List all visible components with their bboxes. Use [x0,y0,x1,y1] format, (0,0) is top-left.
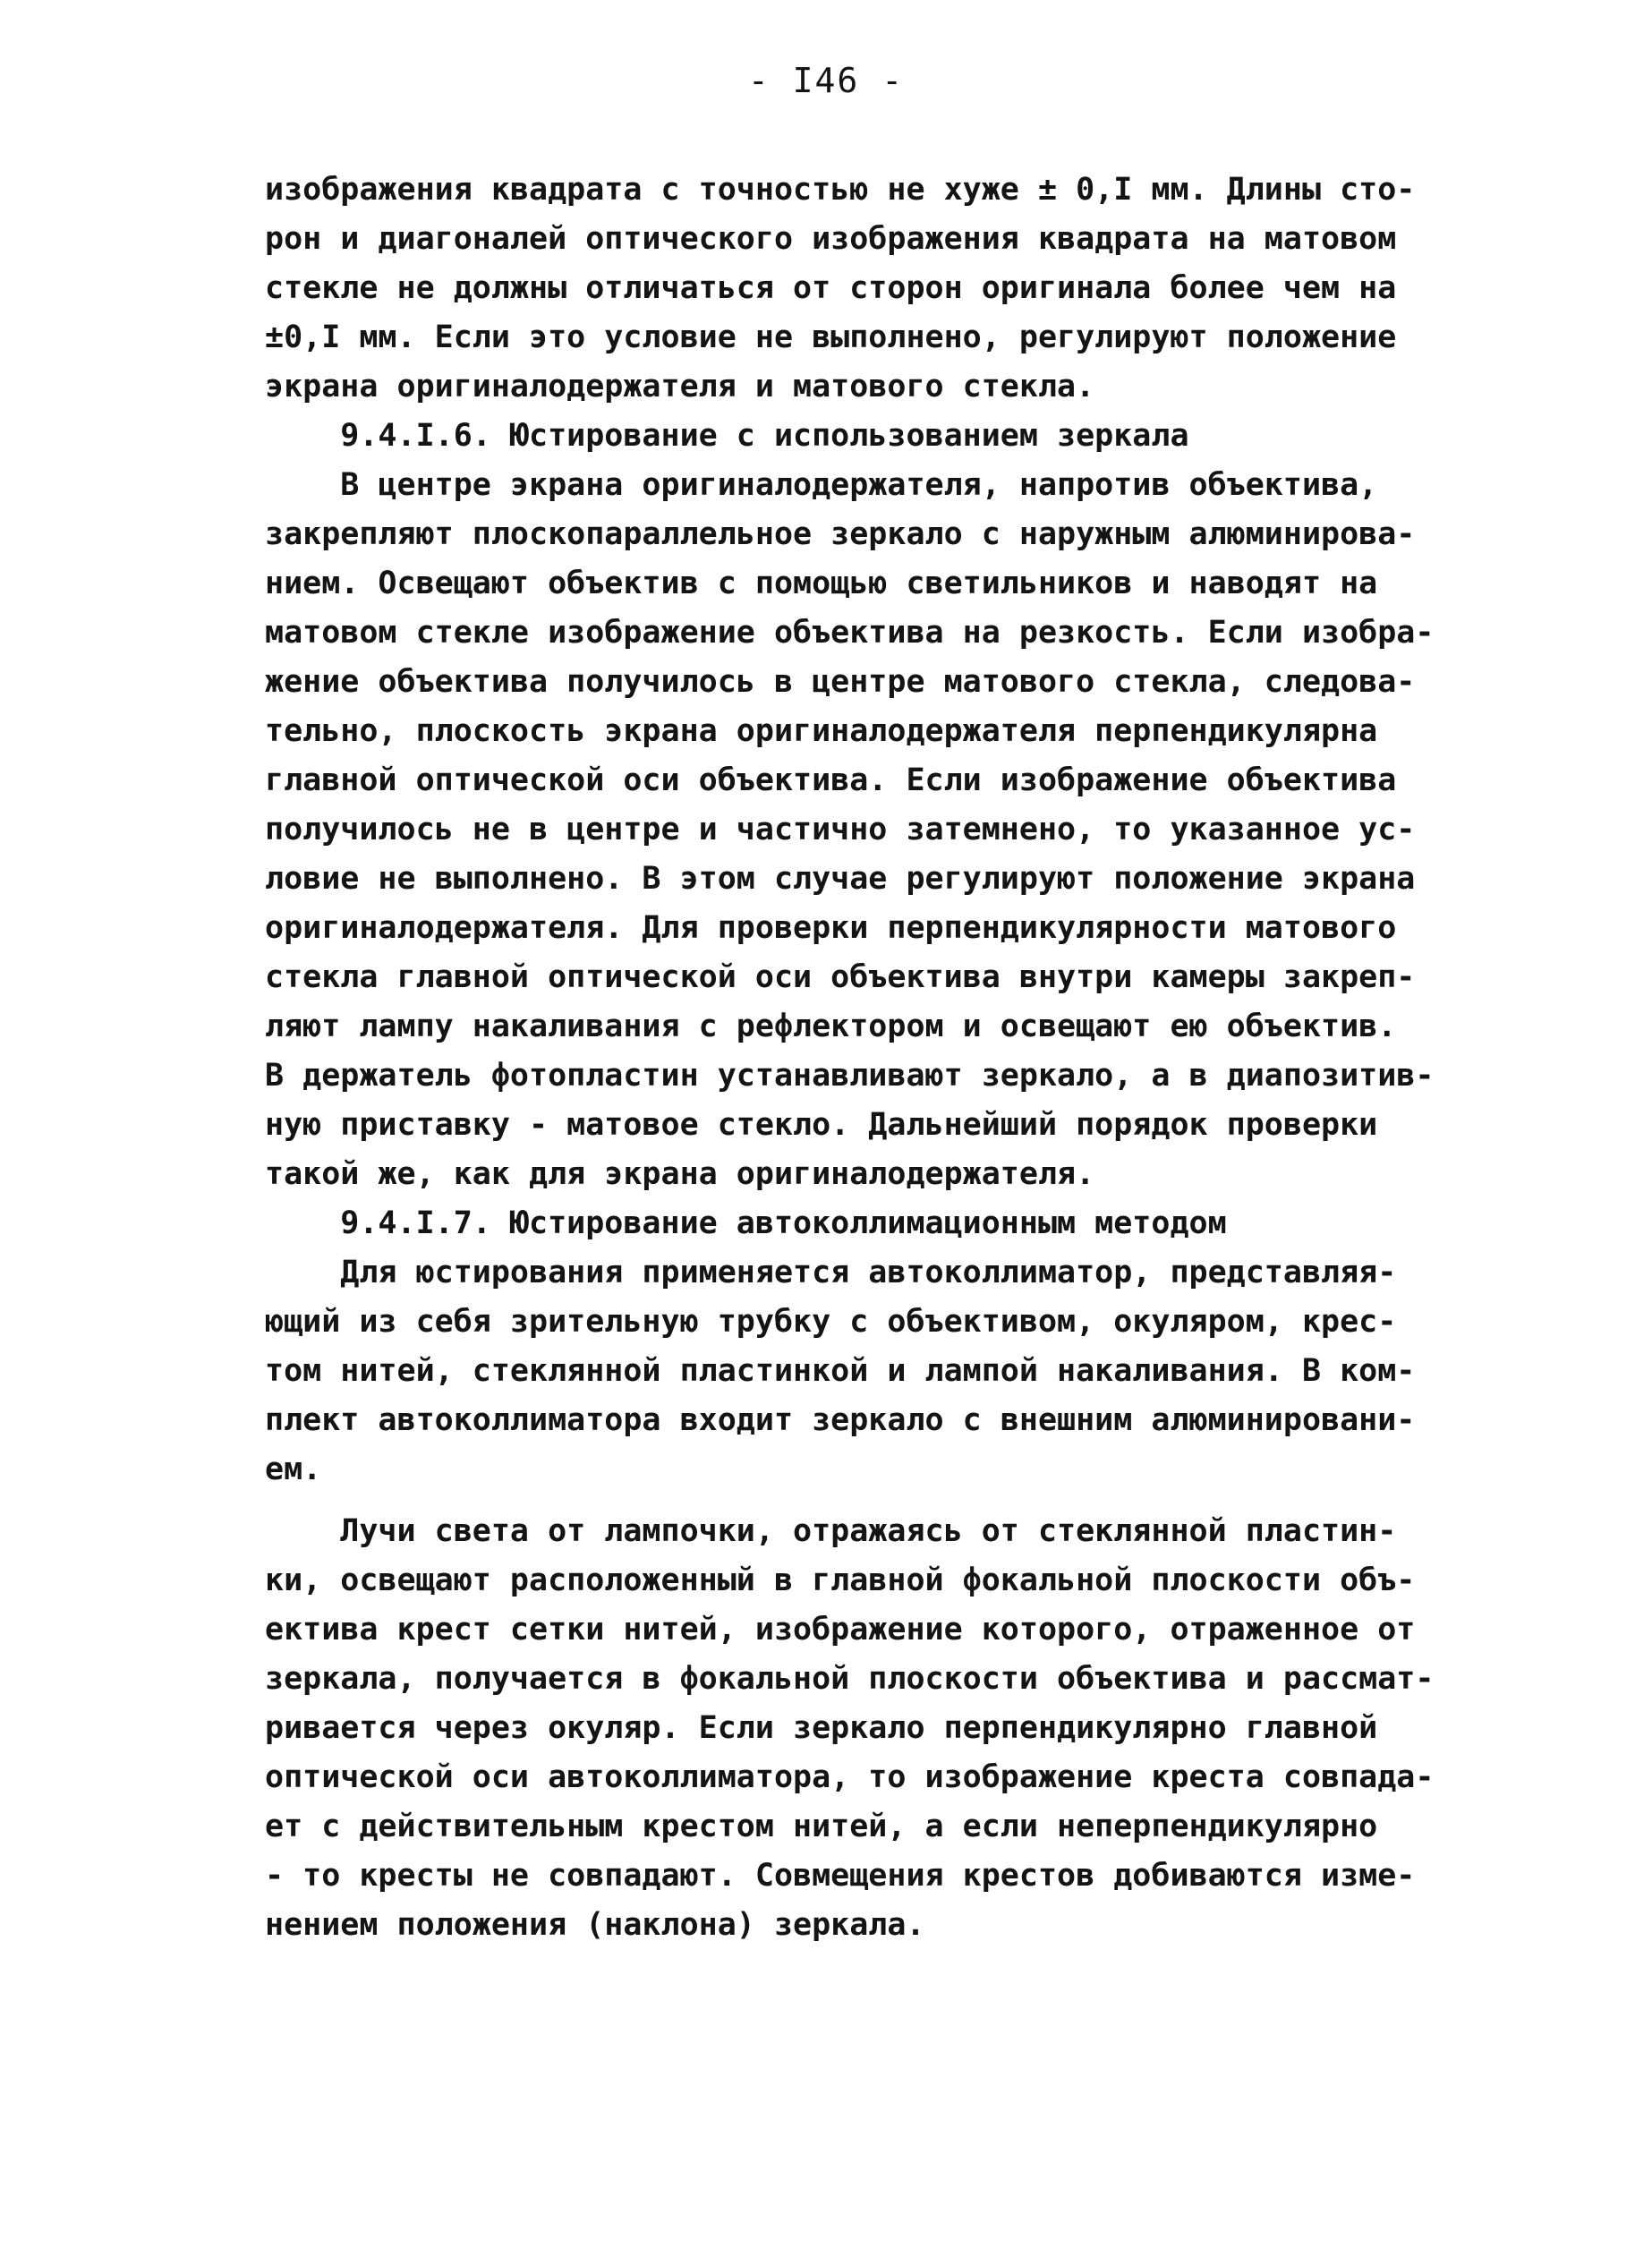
paragraph-gap [265,1494,1554,1507]
text-line: главной оптической оси объектива. Если изображение объектива [265,762,1397,798]
text-line: ки, освещают расположенный в главной фокальной плоскости объ- [265,1563,1416,1598]
text-line: ±0,I мм. Если это условие не выполнено, регулируют положение [265,319,1397,355]
text-line: В центре экрана оригиналодержателя, напротив объектива, [265,467,1378,503]
text-line: тельно, плоскость экрана оригиналодержателя перпендикулярна [265,713,1378,749]
text-line: матовом стекле изображение объектива на резкость. Если изобра- [265,615,1435,651]
text-line: рон и диагоналей оптического изображения квадрата на матовом [265,221,1397,257]
text-line: ную приставку - матовое стекло. Дальнейший порядок проверки [265,1107,1378,1143]
text-line: плект автоколлиматора входит зеркало с внешним алюминировани- [265,1402,1416,1438]
text-line: стекле не должны отличаться от сторон оригинала более чем на [265,270,1397,306]
text-line: ет с действительным крестом нитей, а если неперпендикулярно [265,1809,1378,1844]
text-line: ривается через окуляр. Если зеркало перпендикулярно главной [265,1710,1378,1746]
text-line: нием. Освещают объектив с помощью светильников и наводят на [265,566,1378,601]
text-line: ловие не выполнено. В этом случае регулируют положение экрана [265,861,1416,897]
text-line: изображения квадрата с точностью не хуже ± 0,I мм. Длины сто- [265,172,1416,208]
page-number: - I46 - [747,61,905,100]
text-line: В держатель фотопластин устанавливают зеркало, а в диапозитив- [265,1058,1435,1094]
text-line: жение объектива получилось в центре матового стекла, следова- [265,664,1416,700]
section-heading-9-4-1-6: 9.4.I.6. Юстирование с использованием зеркала [265,418,1189,454]
text-line: Для юстирования применяется автоколлиматор, представляя- [265,1255,1397,1290]
body-text [265,166,1554,1950]
text-line: оптической оси автоколлиматора, то изображение креста совпада- [265,1759,1435,1795]
text-line: получилось не в центре и частично затемнено, то указанное ус- [265,812,1416,847]
text-line: том нитей, стеклянной пластинкой и лампой накаливания. В ком- [265,1353,1416,1389]
text-line: ектива крест сетки нитей, изображение которого, отраженное от [265,1612,1416,1648]
text-line: - то кресты не совпадают. Совмещения крестов добиваются изме- [265,1858,1416,1894]
text-line: ляют лампу накаливания с рефлектором и освещают ею объектив. [265,1009,1397,1044]
text-line: стекла главной оптической оси объектива внутри камеры закреп- [265,959,1416,995]
text-line: ющий из себя зрительную трубку с объективом, окуляром, крес- [265,1304,1397,1340]
section-heading-9-4-1-7: 9.4.I.7. Юстирование автоколлимационным методом [265,1205,1227,1241]
text-line: нением положения (наклона) зеркала. [265,1907,925,1943]
text-line: зеркала, получается в фокальной плоскости объектива и рассмат- [265,1661,1435,1697]
text-line: оригиналодержателя. Для проверки перпендикулярности матового [265,910,1397,946]
text-line: Лучи света от лампочки, отражаясь от стеклянной пластин- [265,1513,1397,1549]
text-line: ем. [265,1452,322,1487]
text-line: закрепляют плоскопараллельное зеркало с наружным алюминирова- [265,516,1416,552]
text-line: экрана оригиналодержателя и матового стекла. [265,369,1095,404]
text-line: такой же, как для экрана оригиналодержателя. [265,1156,1095,1192]
